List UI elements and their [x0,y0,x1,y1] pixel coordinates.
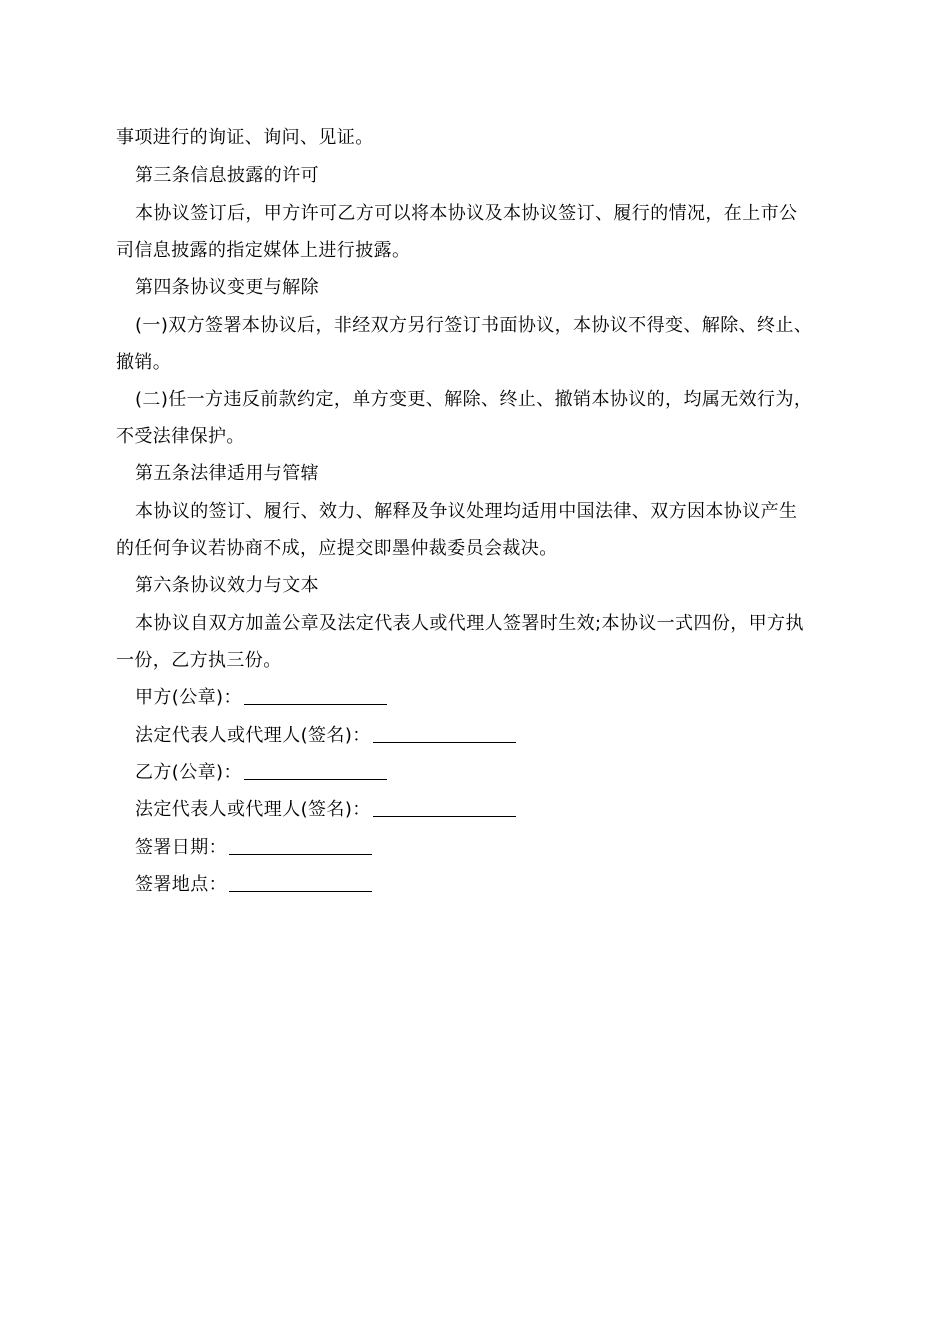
body-text-line: 本协议的签订、履行、效力、解释及争议处理均适用中国法律、双方因本协议产生 [135,501,798,522]
signature-blank-line [229,836,372,855]
signature-field-party-a-seal [135,686,865,710]
signature-blank-line [373,724,516,743]
section-heading-article-3: 第三条信息披露的许可 [135,165,319,186]
signature-blank-line [373,798,516,817]
body-text-line: 本协议签订后，甲方许可乙方可以将本协议及本协议签订、履行的情况，在上市公 [135,203,798,224]
signature-field-party-b-representative [135,798,865,822]
body-text-line: (一)双方签署本协议后，非经双方另行签订书面协议，本协议不得变、解除、终止、 [135,315,813,336]
signature-blank-line [229,873,372,892]
signature-blank-line [244,761,387,780]
section-heading-article-5: 第五条法律适用与管辖 [135,463,319,484]
section-heading-article-6: 第六条协议效力与文本 [135,575,319,596]
signature-field-label: 甲方(公章)： [135,687,242,708]
signature-field-label: 乙方(公章)： [135,762,242,783]
signature-field-label: 法定代表人或代理人(签名)： [135,725,371,746]
body-text-line: 本协议自双方加盖公章及法定代表人或代理人签署时生效;本协议一式四份，甲方执 [135,613,804,634]
signature-field-party-b-seal [135,761,865,785]
body-text-line: 事项进行的询证、询问、见证。 [116,127,374,148]
body-text-line: 一份，乙方执三份。 [116,650,282,671]
signature-field-label: 法定代表人或代理人(签名)： [135,799,371,820]
signature-field-label: 签署地点： [135,874,227,895]
signature-field-date [135,836,865,860]
signature-field-party-a-representative [135,724,865,748]
body-text-line: 司信息披露的指定媒体上进行披露。 [116,240,411,261]
section-heading-article-4: 第四条协议变更与解除 [135,277,319,298]
signature-field-label: 签署日期： [135,837,227,858]
signature-field-place [135,873,865,897]
body-text-line: 不受法律保护。 [116,426,245,447]
body-text-line: 的任何争议若协商不成，应提交即墨仲裁委员会裁决。 [116,538,558,559]
body-text-line: 撤销。 [116,352,172,373]
body-text-line: (二)任一方违反前款约定，单方变更、解除、终止、撤销本协议的，均属无效行为， [135,389,813,410]
signature-blank-line [244,686,387,705]
